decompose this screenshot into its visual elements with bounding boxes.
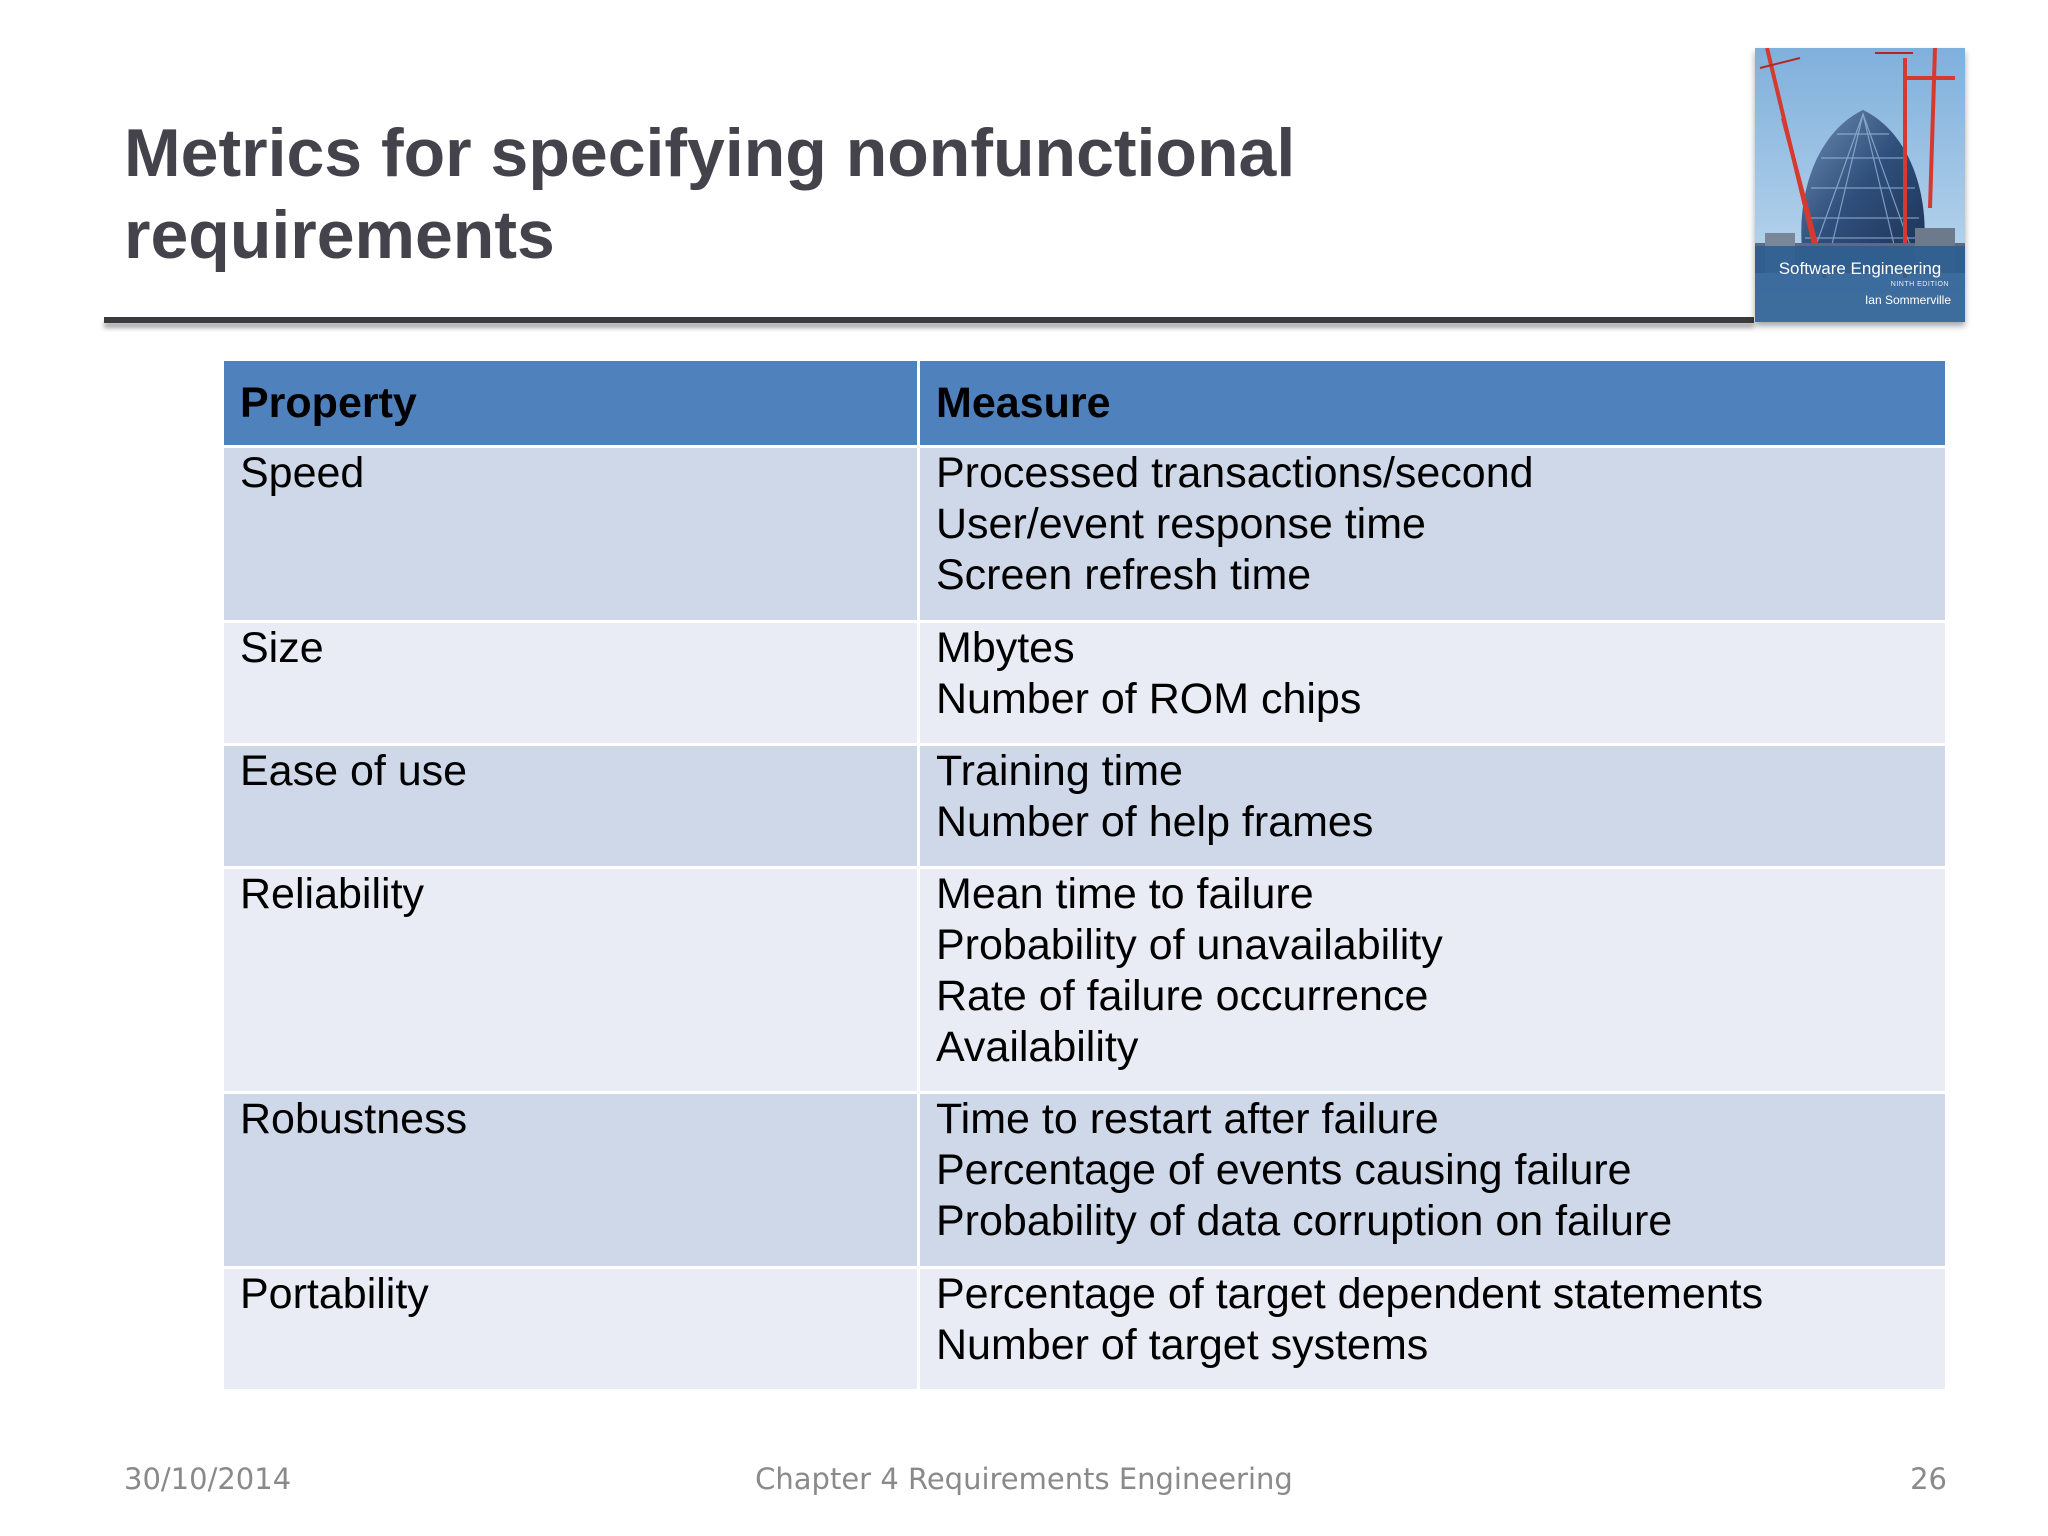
measure-line: Mbytes [936,624,1075,672]
measure-line: Training time [936,747,1183,795]
table-row [224,623,1945,743]
property-cell: Size [224,623,917,743]
measure-cell [920,746,1945,866]
measure-line: Rate of failure occurrence [936,972,1429,1020]
footer-date: 30/10/2014 [124,1462,292,1496]
table-row [224,869,1945,1091]
measure-line: Time to restart after failure [936,1095,1439,1143]
property-cell: Speed [224,448,917,620]
measure-line: Processed transactions/second [936,449,1534,497]
property-cell: Ease of use [224,746,917,866]
measure-cell [920,869,1945,1091]
measure-line: Number of help frames [936,798,1374,846]
property-cell: Robustness [224,1094,917,1266]
measure-line: Mean time to failure [936,870,1314,918]
measure-line: Probability of data corruption on failure [936,1197,1673,1245]
column-header-property: Property [224,361,917,445]
table-row [224,1269,1945,1389]
measure-line: Number of ROM chips [936,675,1362,723]
slide-title-line-1: Metrics for specifying nonfunctional [124,115,1296,191]
column-header-measure: Measure [920,361,1945,445]
measure-line: Screen refresh time [936,551,1312,599]
measure-cell [920,1094,1945,1266]
measure-cell [920,448,1945,620]
book-cover-author: Ian Sommerville [1864,293,1951,307]
measure-line: User/event response time [936,500,1426,548]
measure-line: Probability of unavailability [936,921,1443,969]
book-cover-title: Software Engineering [1778,259,1942,278]
table-row [224,746,1945,866]
measure-cell [920,623,1945,743]
table-row [224,1094,1945,1266]
measure-line: Percentage of events causing failure [936,1146,1632,1194]
table-header-row [224,361,1945,445]
measure-line: Availability [936,1023,1139,1071]
measure-line: Number of target systems [936,1321,1429,1369]
metrics-table [221,358,1948,1392]
property-cell: Reliability [224,869,917,1091]
book-cover-image [1755,48,1965,322]
footer-page-number: 26 [1910,1462,1947,1496]
footer-chapter: Chapter 4 Requirements Engineering [755,1462,1293,1496]
property-cell: Portability [224,1269,917,1389]
measure-line: Percentage of target dependent statements [936,1270,1764,1318]
table-row [224,448,1945,620]
slide-title-line-2: requirements [124,197,555,273]
title-divider [104,317,1754,323]
slide-title [124,112,1624,276]
book-cover-edition: NINTH EDITION [1890,281,1949,288]
measure-cell [920,1269,1945,1389]
